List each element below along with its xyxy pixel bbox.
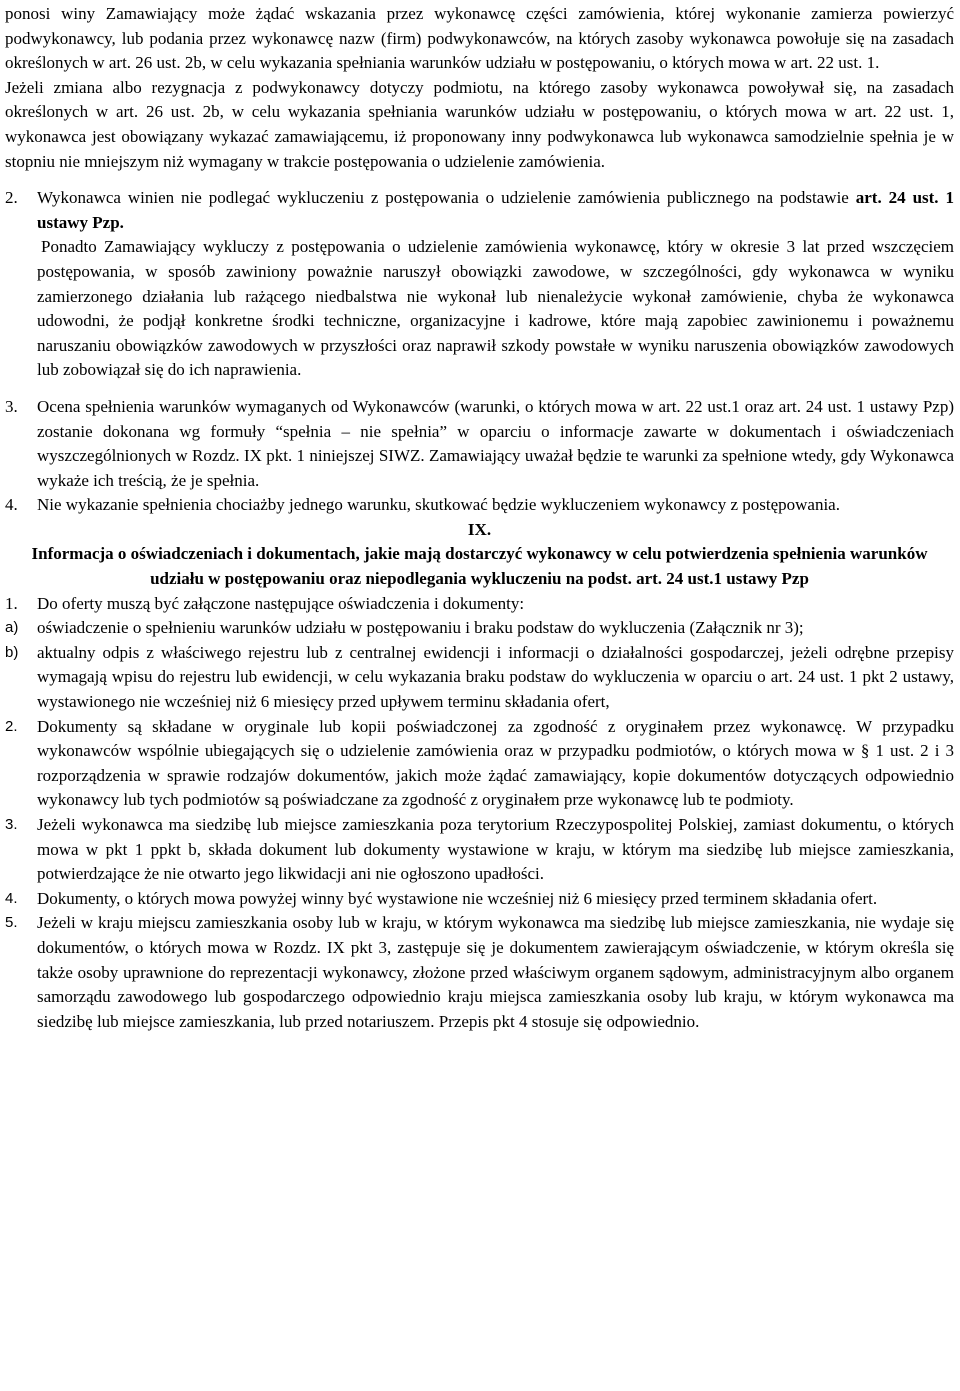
item-number: 2. xyxy=(5,717,18,735)
item-text: Dokumenty, o których mowa powyżej winny być wystawione nie wcześniej niż 6 miesięcy przed terminem składania ofert. xyxy=(37,888,878,908)
item-text: Do oferty muszą być załączone następujące oświadczenia i dokumenty: xyxy=(37,593,525,613)
item-number: 1. xyxy=(5,593,18,613)
documents-item-5 xyxy=(5,911,954,1034)
item-text: Nie wykazanie spełnienia chociażby jednego warunku, skutkować będzie wykluczeniem wykonawcy z postępowania. xyxy=(37,495,840,515)
spacer xyxy=(5,174,954,186)
item-number: 2. xyxy=(5,188,18,208)
item-text: Wykonawca winien nie podlegać wykluczeniu z postępowania o udzielenie zamówienia publicznego na podstawie xyxy=(37,188,856,208)
documents-item-b xyxy=(5,641,954,715)
documents-item-2 xyxy=(5,715,954,813)
item-text: aktualny odpis z właściwego rejestru lub z centralnej ewidencji i informacji o działalności gospodarczej, jeżeli odrębne przepisy wymagają wpisu do rejestru lub ewidencji, w celu wykazania braku podstaw do wykluczenia w oparciu o art. 24 ust. 1 pkt 2 ustawy, wystawionego nie wcześniej niż 6 miesięcy przed upływem terminu składania ofert, xyxy=(37,642,954,712)
item-text: Dokumenty są składane w oryginale lub kopii poświadczonej za zgodność z oryginałem przez wykonawcę. W przypadku wykonawców wspólnie ubiegających się o udzielenie zamówienia oraz w przypadku podmiotów, o których mowa w § 1 ust. 2 i 3 rozporządzenia w sprawie rodzajów dokumentów, jakich może żądać zamawiający, kopie dokumentów dotyczących odpowiednio wykonawcy lub tych podmiotów są poświadczane za zgodność z oryginałem prze wykonawcę lub te podmioty. xyxy=(37,716,954,810)
paragraph-subcontractor-change: Jeżeli zmiana albo rezygnacja z podwykonawcy dotyczy podmiotu, na którego zasoby wykonawca powoływał się, na zasadach określonych w art. 26 ust. 2b, w celu wykazania spełniania warunków udziału w postępowaniu, o których mowa w art. 22 ust. 1, wykonawca jest obowiązany wykazać zamawiającemu, iż proponowany inny podwykonawca lub wykonawca samodzielnie spełnia je w stopniu nie mniejszym niż wymagany w trakcie postępowania o udzielenie zamówienia. xyxy=(5,77,954,171)
item-text-bold: art. 24 ust. 1 ustawy Pzp. xyxy=(37,188,954,232)
spacer xyxy=(5,383,954,395)
item-number: 4. xyxy=(5,495,18,515)
item-marker: a) xyxy=(5,619,19,637)
exclusion-paragraph-block xyxy=(5,235,954,383)
section-title: Informacja o oświadczeniach i dokumentach, jakie mają dostarczyć wykonawcy w celu potwierdzenia spełnienia warunków udziału w postępowaniu oraz niepodlegania wykluczeniu na podst. art. 24 ust.1 ustawy Pzp xyxy=(31,544,928,589)
item-text: Ocena spełnienia warunków wymaganych od Wykonawców (warunki, o których mowa w art. 22 ust.1 oraz art. 24 ust. 1 ustawy Pzp) zostanie dokonana wg formuły “spełnia – nie spełnia” w oparciu o informacje zawarte w dokumentach i oświadczeniach wyszczególnionych w Rozdz. IX pkt. 1 niniejszej SIWZ. Zamawiający uważał będzie te warunki za spełnione wtedy, gdy Wykonawca wykaże ich treścią, że je spełnia. xyxy=(37,396,954,490)
condition-item-2 xyxy=(5,186,954,235)
item-number: 3. xyxy=(5,816,18,833)
documents-item-3 xyxy=(5,813,954,887)
item-number: 3. xyxy=(5,396,18,416)
item-text: oświadczenie o spełnieniu warunków udziału w postępowaniu i braku podstaw do wykluczenia (Załącznik nr 3); xyxy=(37,618,804,638)
section-number: IX. xyxy=(467,519,492,539)
documents-item-4 xyxy=(5,887,954,912)
documents-item-a xyxy=(5,616,954,641)
exclusion-paragraph: Ponadto Zamawiający wykluczy z postępowania o udzielenie zamówienia wykonawcę, który w okresie 3 lat przed wszczęciem postępowania, w sposób zawiniony poważnie naruszył obowiązki zawodowe, w szczególności, gdy wykonawca w wyniku zamierzonego działania lub rażącego niedbalstwa nie wykonał lub nienależycie wykonał zamówienie, chyba że wykonawca udowodni, że podjął konkretne środki techniczne, organizacyjne i kadrowe, które mają zapobiec zawinionemu i poważnemu naruszaniu obowiązków zawodowych w przyszłości oraz naprawił szkody powstałe w wyniku naruszenia obowiązków zawodowych lub zobowiązał się do ich naprawienia. xyxy=(37,237,954,380)
item-body xyxy=(37,186,954,235)
item-number: 4. xyxy=(5,889,18,907)
item-text: Jeżeli w kraju miejscu zamieszkania osoby lub w kraju, w którym wykonawca ma siedzibę lub miejsce zamieszkania, nie wydaje się dokumentów, o których mowa w Rozdz. IX pkt 3, zastępuje się je dokumentem zawierającym oświadczenie, w którym określa się także osoby uprawnione do reprezentacji wykonawcy, złożone przed właściwym organem sądowym, administracyjnym albo organem samorządu zawodowego lub gospodarczego odpowiednio kraju miejsca zamieszkania osoby lub kraju, w którym wykonawca ma siedzibę lub miejsce zamieszkania, lub przed notariuszem. Przepis pkt 4 stosuje się odpowiednio. xyxy=(37,913,954,1031)
item-number: 5. xyxy=(5,914,18,932)
documents-item-1 xyxy=(5,592,954,617)
condition-item-3 xyxy=(5,395,954,493)
paragraph-continuation: ponosi winy Zamawiający może żądać wskazania przez wykonawcę części zamówienia, której wykonanie zamierza powierzyć podwykonawcy, lub podania przez wykonawcę nazw (firm) podwykonawców, na których zasoby wykonawca powołuje się na zasadach określonych w art. 26 ust. 2b, w celu wykazania spełniania warunków udziału w postępowaniu, o których mowa w art. 22 ust. 1. xyxy=(5,4,954,73)
item-marker: b) xyxy=(5,643,19,661)
item-text: Jeżeli wykonawca ma siedzibę lub miejsce zamieszkania poza terytorium Rzeczypospolitej Polskiej, zamiast dokumentu, o których mowa w pkt 1 ppkt b, składa dokument lub dokumenty wystawione w kraju, w którym ma siedzibę lub miejsce zamieszkania, potwierdzające że nie otwarto jego likwidacji ani nie ogłoszono upadłości. xyxy=(37,815,954,884)
condition-item-4 xyxy=(5,493,954,518)
